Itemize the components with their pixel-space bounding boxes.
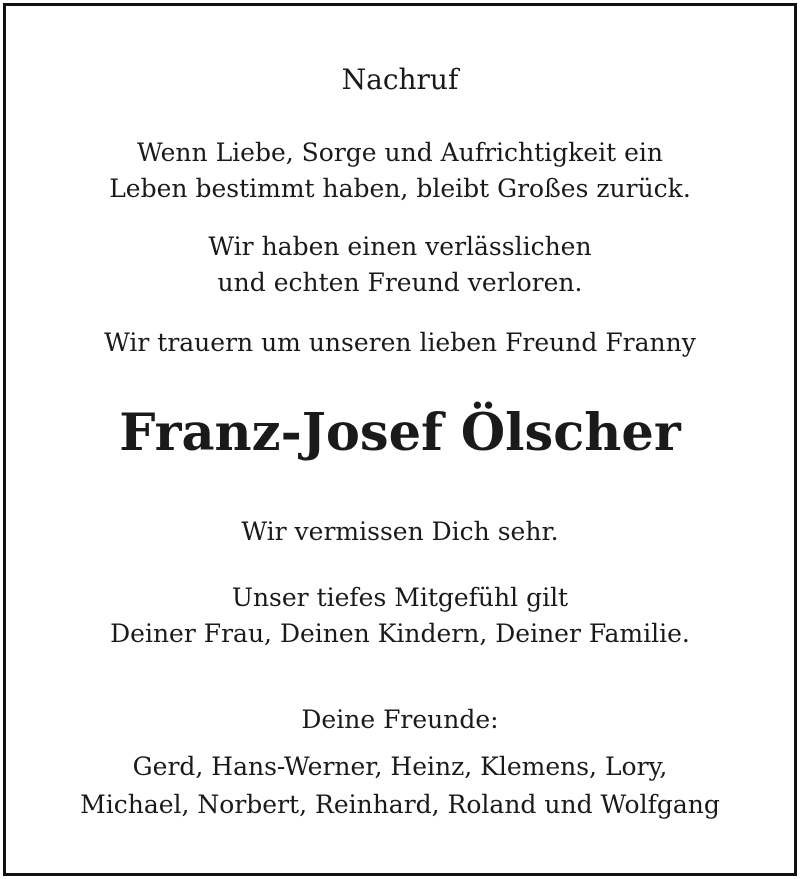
miss-you-line: Wir vermissen Dich sehr. (241, 517, 559, 546)
obituary-notice-frame (3, 3, 797, 876)
intro-line-1: Wenn Liebe, Sorge und Aufrichtigkeit ein (136, 138, 664, 167)
loss-line-2: und echten Freund verloren. (217, 268, 583, 297)
signature-names-line-2: Michael, Norbert, Reinhard, Roland und Wolfgang (80, 790, 720, 819)
signature-names-line-1: Gerd, Hans-Werner, Heinz, Klemens, Lory, (132, 752, 668, 781)
notice-title: Nachruf (341, 63, 459, 96)
condolence-line-1: Unser tiefes Mitgefühl gilt (231, 583, 569, 612)
loss-line-1: Wir haben einen verlässlichen (208, 232, 592, 261)
condolence-line-2: Deiner Frau, Deinen Kindern, Deiner Familie. (110, 619, 690, 648)
intro-line-2: Leben bestimmt haben, bleibt Großes zurück. (109, 174, 691, 203)
signature-heading: Deine Freunde: (301, 705, 499, 734)
mourning-line: Wir trauern um unseren lieben Freund Franny (104, 328, 696, 357)
deceased-name: Franz-Josef Ölscher (119, 403, 681, 463)
